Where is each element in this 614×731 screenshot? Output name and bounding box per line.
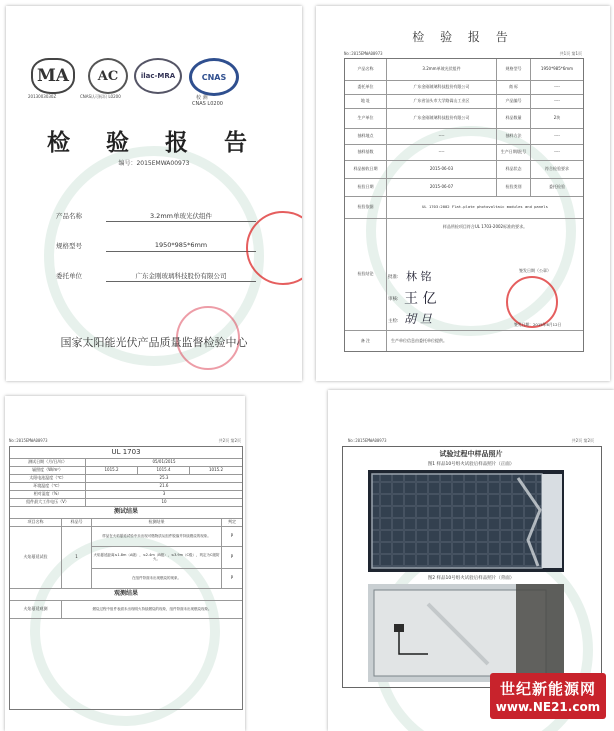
col-header: 项目名称 xyxy=(10,519,62,527)
cell-label: 生产单位 xyxy=(345,109,387,129)
col-header: 判定 xyxy=(222,519,242,527)
page-title: 检 验 报 告 xyxy=(412,30,514,44)
field-label: 规格型号 xyxy=(56,242,82,250)
report-number: 编号：2015EMWA00973 xyxy=(118,160,190,167)
cell-label: 备 注 xyxy=(345,331,387,351)
photo2-caption: 图2 样品10号组火试验后样品照片（背面） xyxy=(427,576,515,581)
result-check: 在组件背面未出现燃烧的现象。 xyxy=(92,569,222,589)
result-check: 火焰蔓延距离≤1.8m（A级），≤2.4m（B级），≤3.9m（C级），判定为C级防火。 xyxy=(92,547,222,569)
results-heading: 测试结果 xyxy=(10,507,242,519)
cell-label: 商 标 xyxy=(497,81,531,95)
field-value: 3.2mm单玻光伏组件 xyxy=(106,211,256,222)
cell-label: 检验结论 xyxy=(345,219,387,331)
cell-label: 环境温度（℃） xyxy=(10,483,86,491)
result-check: 样品在火焰蔓延试验中未出现可燃物质从组件脱落并持续燃烧的现象。 xyxy=(92,527,222,547)
result-sample: 1 xyxy=(62,527,92,589)
result-verdict: P xyxy=(222,527,242,547)
approver-label: 批准: xyxy=(388,275,399,280)
cell-value: 10 xyxy=(86,499,242,507)
cell-value: ---- xyxy=(531,145,583,161)
field-model xyxy=(56,239,256,253)
tester-signature: 胡 旦 xyxy=(404,312,432,326)
cell-value: 符合检验要求 xyxy=(531,161,583,179)
cell-label: 样品接收日期 xyxy=(345,161,387,179)
cma-number: 2013003030Z xyxy=(28,94,57,99)
report-cover-page xyxy=(6,6,302,381)
cell-label: 规格型号 xyxy=(497,59,531,81)
cell-label: 委托单位 xyxy=(345,81,387,95)
solar-panel-front-photo xyxy=(368,470,564,572)
cell-value: ---- xyxy=(387,145,497,161)
cell-value: 1015.2 xyxy=(190,467,242,475)
brand-name: 世纪新能源网 xyxy=(499,680,596,698)
cell-label: 相对湿度（%） xyxy=(10,491,86,499)
result-item: 火焰蔓延试验 xyxy=(10,527,62,589)
cell-label: 检验类别 xyxy=(497,179,531,197)
cell-value: 广东金刚玻璃科技股份有限公司 xyxy=(387,81,497,95)
header-number: No:2015EMWA00973 xyxy=(9,438,48,443)
seal-label: 签发日期（公章） xyxy=(519,268,551,273)
reviewer-label: 审核: xyxy=(388,297,399,302)
remark-value: 生产单位信息由委托单位提供。 xyxy=(391,337,447,343)
cell-value: 05/01/2015 xyxy=(86,459,242,467)
result-verdict: P xyxy=(222,547,242,569)
cell-value: ---- xyxy=(531,129,583,145)
cell-value: 2015-06-03 xyxy=(387,161,497,179)
site-watermark-logo xyxy=(490,673,606,719)
cell-value: 2块 xyxy=(531,109,583,129)
cell-label: 测试日期（月/日/年） xyxy=(10,459,86,467)
cell-value: 广东省汕头市大学路嵩山工业区 xyxy=(387,95,497,109)
cell-label: 抽样基数 xyxy=(345,145,387,161)
field-label: 委托单位 xyxy=(56,272,82,280)
cell-value: 委托检验 xyxy=(531,179,583,197)
brand-url: www.NE21.com xyxy=(495,700,601,714)
cell-label: 样品数量 xyxy=(497,109,531,129)
cell-label: 组件最大工作电压（V） xyxy=(10,499,86,507)
cal-logo: AC xyxy=(88,58,128,94)
issue-date: 签发日期：2015年6月12日 xyxy=(514,322,562,327)
header-page: 共2页 第2页 xyxy=(218,438,241,443)
col-header: 检测结果 xyxy=(92,519,222,527)
cell-value: 2015-06-07 xyxy=(387,179,497,197)
cnas-logo: CNAS xyxy=(189,58,239,96)
solar-panel-back-drawing xyxy=(368,584,564,682)
solar-panel-front-drawing xyxy=(368,470,564,572)
field-client xyxy=(56,269,256,283)
header-number: No:2015EMWA00973 xyxy=(348,438,387,443)
cell-value: 1015.4 xyxy=(138,467,190,475)
observe-text: 燃烧过程中组件表面未出现明火持续燃烧的现象，组件背面未出现燃烧现象。 xyxy=(62,601,242,619)
field-value: 广东金刚玻璃科技股份有限公司 xyxy=(106,271,256,282)
ilac-mra-logo: ilac-MRA xyxy=(134,58,182,94)
conclusion-text: 样品所检项目符合UL 1703-2002标准的要求。 xyxy=(442,224,528,229)
cnas-caption-1: 校 测 xyxy=(196,95,208,101)
cell-label: 太阳电池温度（℃） xyxy=(10,475,86,483)
photos-title: 试验过程中样品照片 xyxy=(439,450,503,458)
organization-name: 国家太阳能光伏产品质量监督检验中心 xyxy=(60,336,248,349)
header-page: 共2页 第2页 xyxy=(571,438,594,443)
cell-label: 检验日期 xyxy=(345,179,387,197)
results-table xyxy=(9,446,243,710)
cell-value: 21.6 xyxy=(86,483,242,491)
approver-signature: 林 铭 xyxy=(406,270,432,283)
cnas-caption-2: CNAS L0200 xyxy=(192,101,223,107)
field-product-name xyxy=(56,209,256,223)
cell-value: ---- xyxy=(387,129,497,145)
result-verdict: P xyxy=(222,569,242,589)
tester-label: 主检: xyxy=(388,319,399,324)
cell-label: 辐照度（W/m²） xyxy=(10,467,86,475)
solar-panel-back-photo xyxy=(368,584,564,682)
cell-value: ---- xyxy=(531,81,583,95)
standard-title: UL 1703 xyxy=(10,447,242,459)
cell-value: 25.3 xyxy=(86,475,242,483)
cell-label: 抽样方法 xyxy=(497,129,531,145)
cell-value: 3 xyxy=(86,491,242,499)
cal-caption: CNAS认可标识 L0200 xyxy=(80,94,121,99)
cma-logo: MA xyxy=(31,58,75,94)
cell-value: 1950*985*6mm xyxy=(531,59,583,81)
cell-value: UL 1703:2002 Flat-plate photovoltaic modules and panels xyxy=(387,197,583,219)
cell-value: 3.2mm单玻光伏组件 xyxy=(387,59,497,81)
field-label: 产品名称 xyxy=(56,212,82,220)
cell-label: 产品编号 xyxy=(497,95,531,109)
cell-label: 检验依据 xyxy=(345,197,387,219)
report-title: 检 验 报 告 xyxy=(46,129,262,156)
cell-label: 生产日期/批号 xyxy=(497,145,531,161)
red-seal-stamp xyxy=(506,276,558,328)
cell-label: 样品状态 xyxy=(497,161,531,179)
cell-label: 产品名称 xyxy=(345,59,387,81)
report-results-page xyxy=(5,396,245,731)
report-summary-page xyxy=(316,6,610,381)
col-header: 样品号 xyxy=(62,519,92,527)
header-number: No:2015EMWA00973 xyxy=(344,51,383,56)
cell-label: 地 址 xyxy=(345,95,387,109)
reviewer-signature: 王 亿 xyxy=(404,291,437,307)
observe-label: 火焰蔓延观测 xyxy=(10,601,62,619)
cell-value: ---- xyxy=(531,95,583,109)
observe-heading: 观测结果 xyxy=(10,589,242,601)
photo1-caption: 图1 样品10号组火试验后样品照片（正面） xyxy=(427,462,515,467)
cell-value: 1015.2 xyxy=(86,467,138,475)
header-page: 共1页 第1页 xyxy=(559,51,582,56)
field-value: 1950*985*6mm xyxy=(106,241,256,252)
cell-label: 抽样地点 xyxy=(345,129,387,145)
cell-value: 广东金刚玻璃科技股份有限公司 xyxy=(387,109,497,129)
